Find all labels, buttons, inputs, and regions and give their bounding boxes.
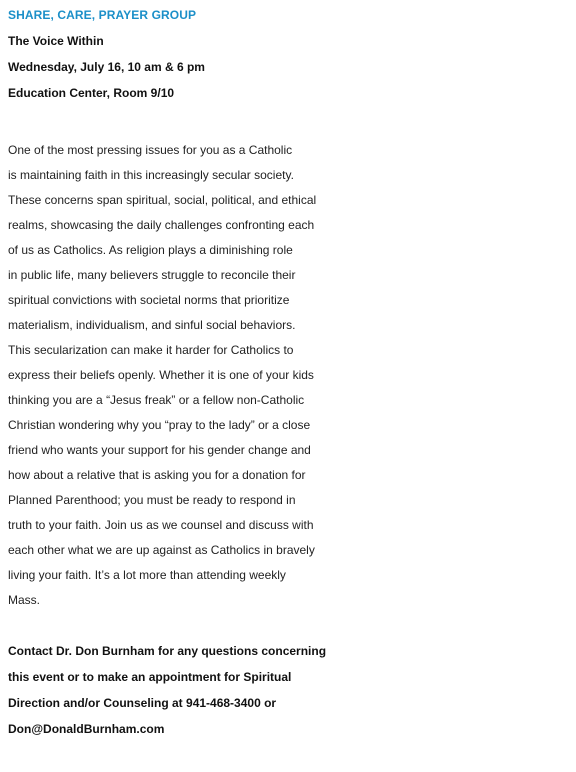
description-line: Mass. <box>8 593 41 607</box>
description-line: is maintaining faith in this increasingly secular society. <box>8 168 294 182</box>
event-location: Education Center, Room 9/10 <box>8 86 175 100</box>
event-description <box>8 138 570 613</box>
description-line: These concerns span spiritual, social, political, and ethical <box>8 193 317 207</box>
description-line: realms, showcasing the daily challenges confronting each <box>8 218 315 232</box>
description-line: materialism, individualism, and sinful social behaviors. <box>8 318 296 332</box>
description-line: Planned Parenthood; you must be ready to respond in <box>8 493 296 507</box>
description-line: truth to your faith. Join us as we counsel and discuss with <box>8 518 314 532</box>
description-line: in public life, many believers struggle to reconcile their <box>8 268 296 282</box>
description-line: This secularization can make it harder for Catholics to <box>8 343 294 357</box>
description-line: of us as Catholics. As religion plays a diminishing role <box>8 243 293 257</box>
description-line: living your faith. It’s a lot more than attending weekly <box>8 568 286 582</box>
description-line: express their beliefs openly. Whether it is one of your kids <box>8 368 314 382</box>
event-announcement <box>8 2 570 742</box>
description-line: friend who wants your support for his gender change and <box>8 443 311 457</box>
description-line: spiritual convictions with societal norms that prioritize <box>8 293 290 307</box>
contact-line: Direction and/or Counseling at 941-468-3400 or <box>8 696 277 710</box>
event-title: SHARE, CARE, PRAYER GROUP <box>8 8 197 22</box>
description-line: how about a relative that is asking you for a donation for <box>8 468 306 482</box>
event-subtitle: The Voice Within <box>8 34 104 48</box>
contact-info <box>8 638 570 742</box>
description-line: each other what we are up against as Catholics in bravely <box>8 543 315 557</box>
description-line: thinking you are a “Jesus freak” or a fellow non-Catholic <box>8 393 305 407</box>
contact-line: this event or to make an appointment for Spiritual <box>8 670 292 684</box>
description-line: Christian wondering why you “pray to the lady” or a close <box>8 418 311 432</box>
contact-email: Don@DonaldBurnham.com <box>8 722 165 736</box>
event-datetime: Wednesday, July 16, 10 am & 6 pm <box>8 60 205 74</box>
contact-line: Contact Dr. Don Burnham for any questions concerning <box>8 644 327 658</box>
description-line: One of the most pressing issues for you as a Catholic <box>8 143 293 157</box>
